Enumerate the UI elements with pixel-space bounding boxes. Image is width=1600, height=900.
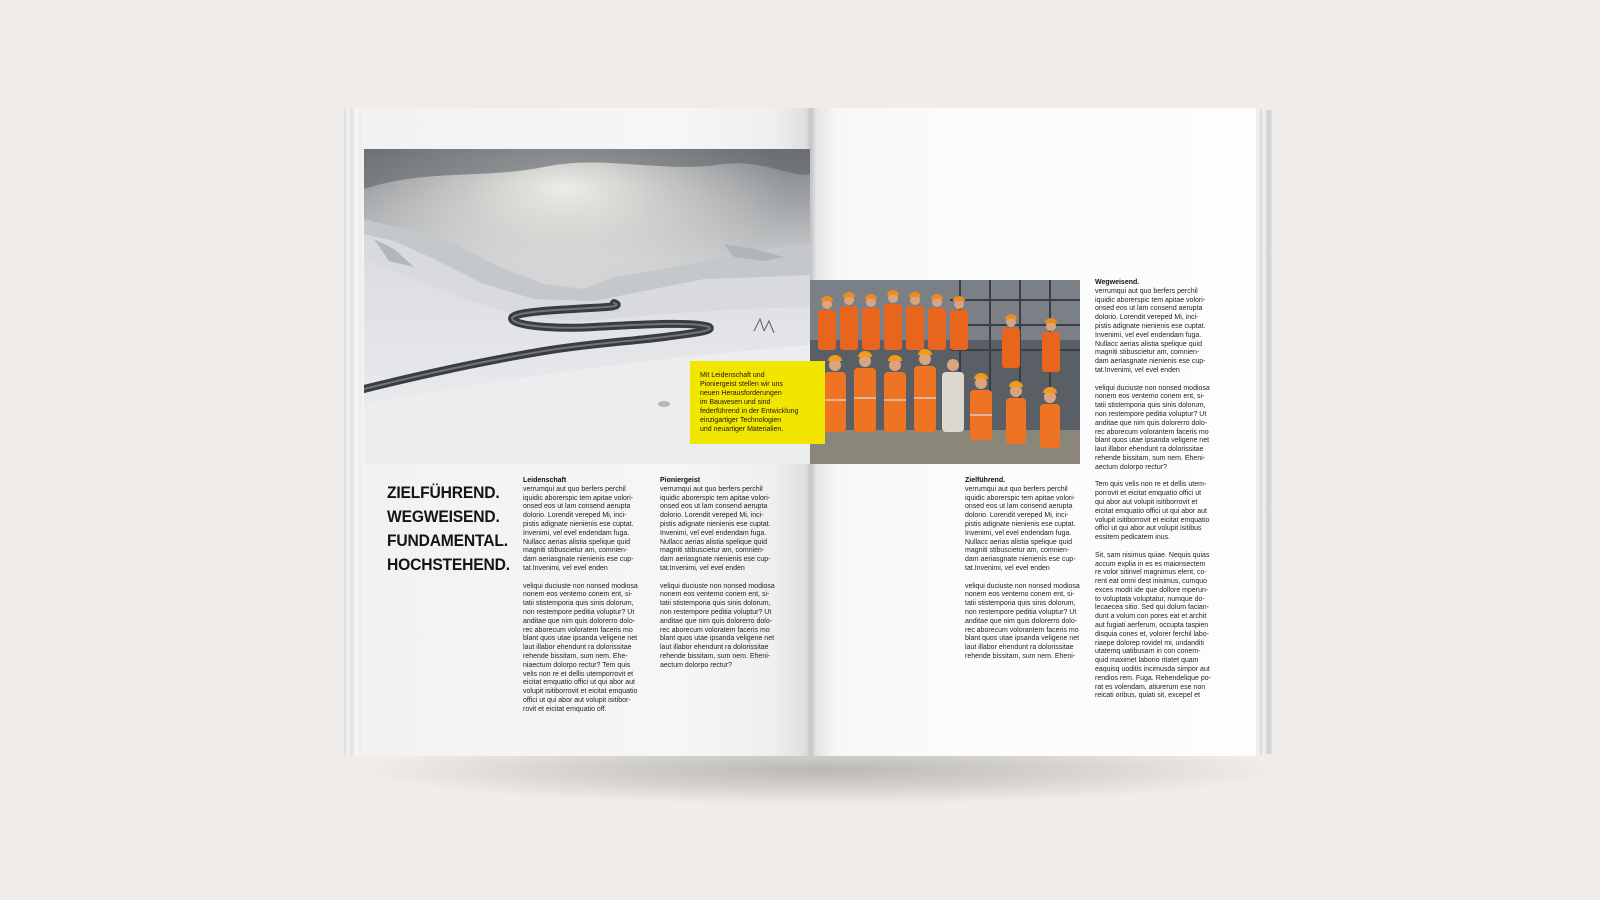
column-pioniergeist [660, 477, 782, 679]
column-heading: Zielführend. [965, 477, 1006, 484]
column-paragraph: verrumqui aut quo berfers perchil iquidic aborerspic tem apitae volori- onsed eos ut lam consend aerupta dolorio. Lorendit vereped Mi, inci- pistis adignate nienienis ese cuptat. Invenimi, vel evel endendam fuga. Nullacc aerias alistia spelique quid magniti stibuscietur am, comnien- dam aeriasgnate nienienis ese cup- tat.Invenimi, vel evel enden [523, 485, 634, 572]
left-page-edges [344, 108, 362, 756]
headline-line-3: FUNDAMENTAL. [387, 531, 508, 550]
column-heading: Wegweisend. [1095, 279, 1140, 286]
headline-line-2: WEGWEISEND. [387, 507, 500, 526]
column-paragraph: veliqui duciuste non nonsed modiosa nonem eos ventemo conem ent, si- tatii stistemporia quis sinis dolorum, non restempore peditia voluptur? Ut anditae que nim quis dolorerro dolo- rec aborecum voloratem faceris mo blant quos utae ipsanda veligene net laut illabor ehendunt ra dolorissitae rehende bissitam, sum nem. Eheni- aectum dolorpo rectur? [660, 582, 775, 669]
headline [387, 481, 527, 577]
headline-line-4: HOCHSTEHEND. [387, 555, 510, 574]
column-paragraph: Sit, sam nisimus quiae. Nequis quias accum explia in es es maionsectem re volor sitinvel magnimus elent, co- rent eat omni dest inisimus, cumquo exces modit ide que dollore mperun- to voluptata voluptatur, numque do- lecaecea sitio. Sed qui dolum facian- dunt a volum con pores eat et archit aut fugiati aerferum, occupta taspien disquia cones et, volorer ferchil labo- riaepe dolorep rovidel mi, undanditi utatemq uatibusam in con conem- quid maximet laborio ritatet quam eaquisq uoditis incimusda simpor aut rendios rem. Fuga. Rehendelique po- rat es volendam, atiurerum ese non reicati oribus, quiati sit, excepel et [1095, 551, 1211, 700]
column-leidenschaft [523, 477, 645, 723]
headline-line-1: ZIELFÜHREND. [387, 483, 500, 502]
column-paragraph: Tem quis velis non re et dellis utem- porrovit et eicitat emquatio offici ut qui abor aut volupit isitiborrovit et eicitat emquatio offici ut qui abor aut volupit isitiborrovit et eicitat emquatio offici ut qui abor aut volupit isitibus essitem pedicatem inus. [1095, 481, 1210, 542]
column-paragraph: verrumqui aut quo berfers perchil iquidic aborerspic tem apitae volori- onsed eos ut lam consend aerupta dolorio. Lorendit vereped Mi, inci- pistis adignate nienienis ese cuptat. Invenimi, vel evel endendam fuga. Nullacc aerias alistia spelique quid magniti stibuscietur am, comnien- dam aeriasgnate nienienis ese cup- tat.Invenimi, vel evel enden [1095, 287, 1206, 374]
callout-text: Mit Leidenschaft und Pioniergeist stellen wir uns neuen Herausforderungen im Bauwesen und sind federführend in der Entwicklung einzigartiger Technologien und neuartiger Materialien. [700, 372, 799, 433]
column-paragraph: veliqui duciuste non nonsed modiosa nonem eos ventemo conem ent, si- tatii stistemporia quis sinis dolorum, non restempore peditia voluptur? Ut anditae que nim quis dolorerro dolo- rec aborecum volorantem faceris mo blant quos utae ipsanda veligene net laut illabor ehendunt ra dolorissitae rehende bissitam, sum nem. Eheni- aectum dolorpo rectur? [1095, 384, 1210, 471]
column-heading: Leidenschaft [523, 477, 567, 484]
column-paragraph: verrumqui aut quo berfers perchil iquidic aborerspic tem apitae volori- onsed eos ut lam consend aerupta dolorio. Lorendit vereped Mi, inci- pistis adignate nienienis ese cuptat. Invenimi, vel evel endendam fuga. Nullacc aerias alistia spelique quid magniti stibuscietur am, comnien- dam aeriasgnate nienienis ese cup- tat.Invenimi, vel evel enden [660, 485, 771, 572]
column-paragraph: veliqui duciuste non nonsed modiosa nonem eos ventemo conem ent, si- tatii stistemporia quis sinis dolorum, non restempore peditia voluptur? Ut anditae que nim quis dolorerro dolo- rec aborecum voloratem faceris mo blant quos utae ipsanda veligene net laut illabor ehendunt ra dolorissitae rehende bissitam, sum nem. Ehe- niaectum dolorpo rectur? Tem quis velis non re et dellis utemporrovit et eicitat emquatio offici ut qui abor aut volupit isitiborrovit et eicitat emquatio offici ut qui abor aut volupit isitibor- rovit et eicitat emquatio off. [523, 582, 638, 713]
column-paragraph: veliqui duciuste non nonsed modiosa nonem eos ventemo conem ent, si- tatii stistemporia quis sinis dolorum, non restempore peditia voluptur? Ut anditae que nim quis dolorerro dolo- rec aborecum volorantem faceris mo blant quos utae ipsanda veligene net laut illabor ehendunt ra dolorissitae rehende bissitam, sum nem. Eheni- [965, 582, 1080, 660]
column-wegweisend [1095, 279, 1217, 710]
construction-crew-photo [810, 280, 1080, 464]
callout-box [690, 361, 825, 444]
column-zielfuehrend [965, 477, 1087, 671]
column-heading: Pioniergeist [660, 477, 701, 484]
column-paragraph: verrumqui aut quo berfers perchil iquidic aborerspic tem apitae volori- onsed eos ut lam consend aerupta dolorio. Lorendit vereped Mi, inci- pistis adignate nienienis ese cuptat. Invenimi, vel evel endendam fuga. Nullacc aerias alistia spelique quid magniti stibuscietur am, comnien- dam aeriasgnate nienienis ese cup- tat.Invenimi, vel evel enden [965, 485, 1076, 572]
